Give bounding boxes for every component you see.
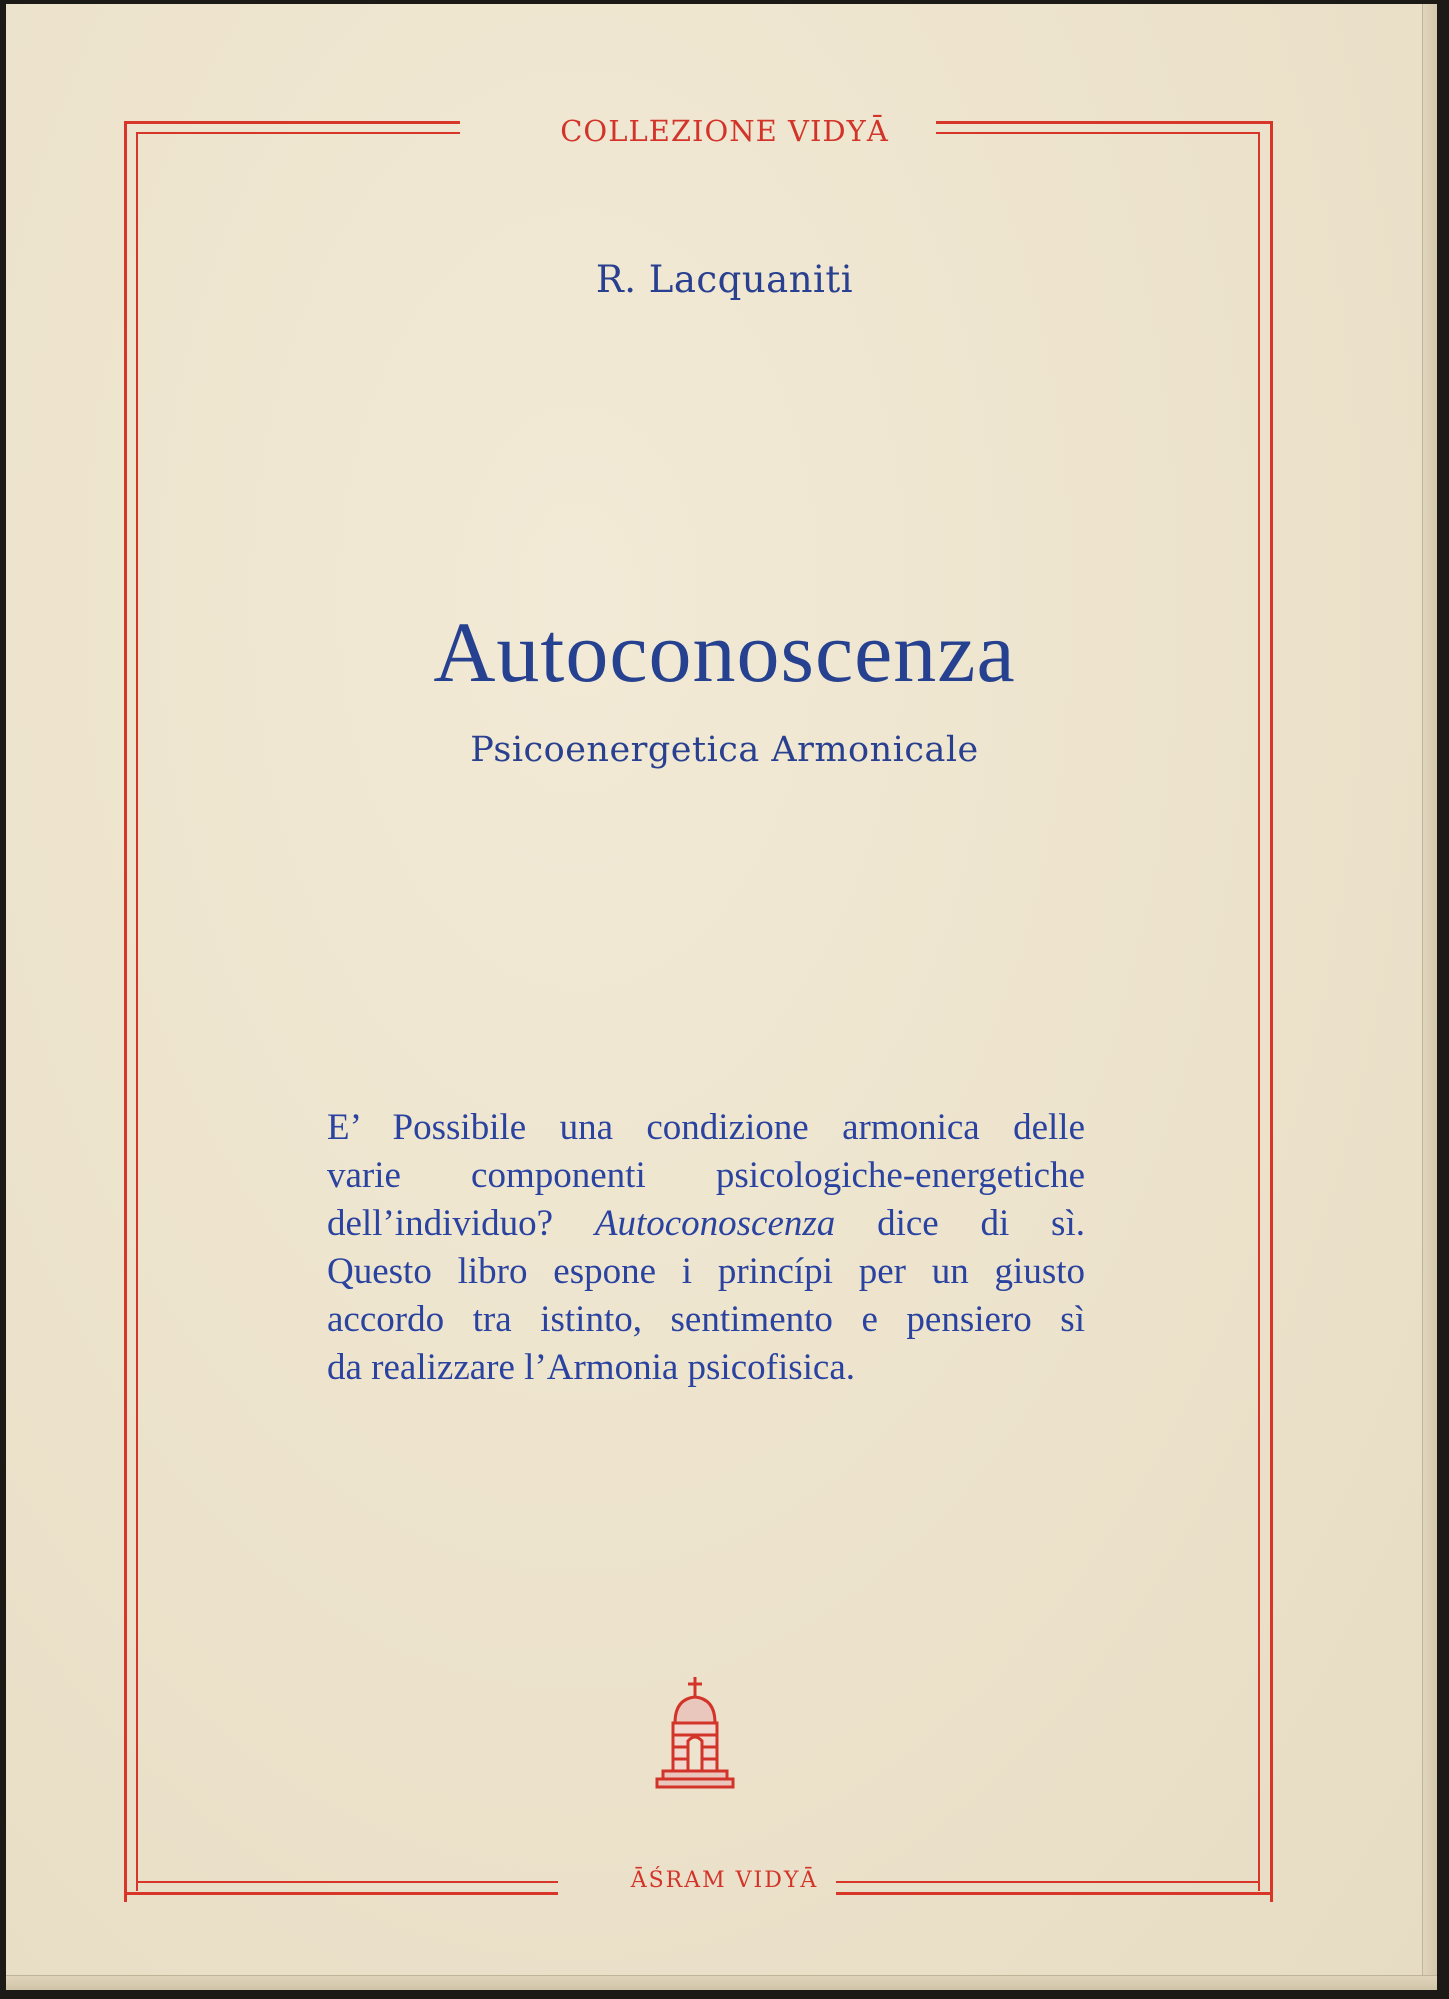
series-label: COLLEZIONE VIDYĀ	[560, 114, 889, 148]
cover-blurb	[327, 1104, 1085, 1392]
blurb-line: Questo libro espone i princípi per un giusto	[327, 1251, 1085, 1292]
blurb-emphasis: Autoconoscenza	[594, 1203, 836, 1244]
blurb-line: accordo tra istinto, sentimento e pensiero sì	[327, 1299, 1085, 1340]
blurb-line: da realizzare l’Armonia psicofisica.	[327, 1347, 856, 1388]
book-subtitle: Psicoenergetica Armonicale	[470, 730, 979, 770]
cover-edge-bottom	[6, 1975, 1437, 1990]
author-name: R. Lacquaniti	[595, 258, 854, 301]
blurb-line: E’ Possibile una condizione armonica delle	[327, 1107, 1085, 1148]
blurb-text: dice di sì.	[835, 1203, 1085, 1244]
blurb-text: dell’individuo?	[327, 1203, 595, 1244]
blurb-line	[327, 1200, 1085, 1248]
blurb-line: varie componenti psicologiche-energetiche	[327, 1155, 1085, 1196]
cover-edge-right	[1422, 4, 1437, 1990]
book-title: Autoconoscenza	[433, 604, 1016, 700]
temple-bell-logo-icon	[655, 1675, 735, 1795]
publisher-name: ĀŚRAM VIDYĀ	[630, 1868, 819, 1893]
